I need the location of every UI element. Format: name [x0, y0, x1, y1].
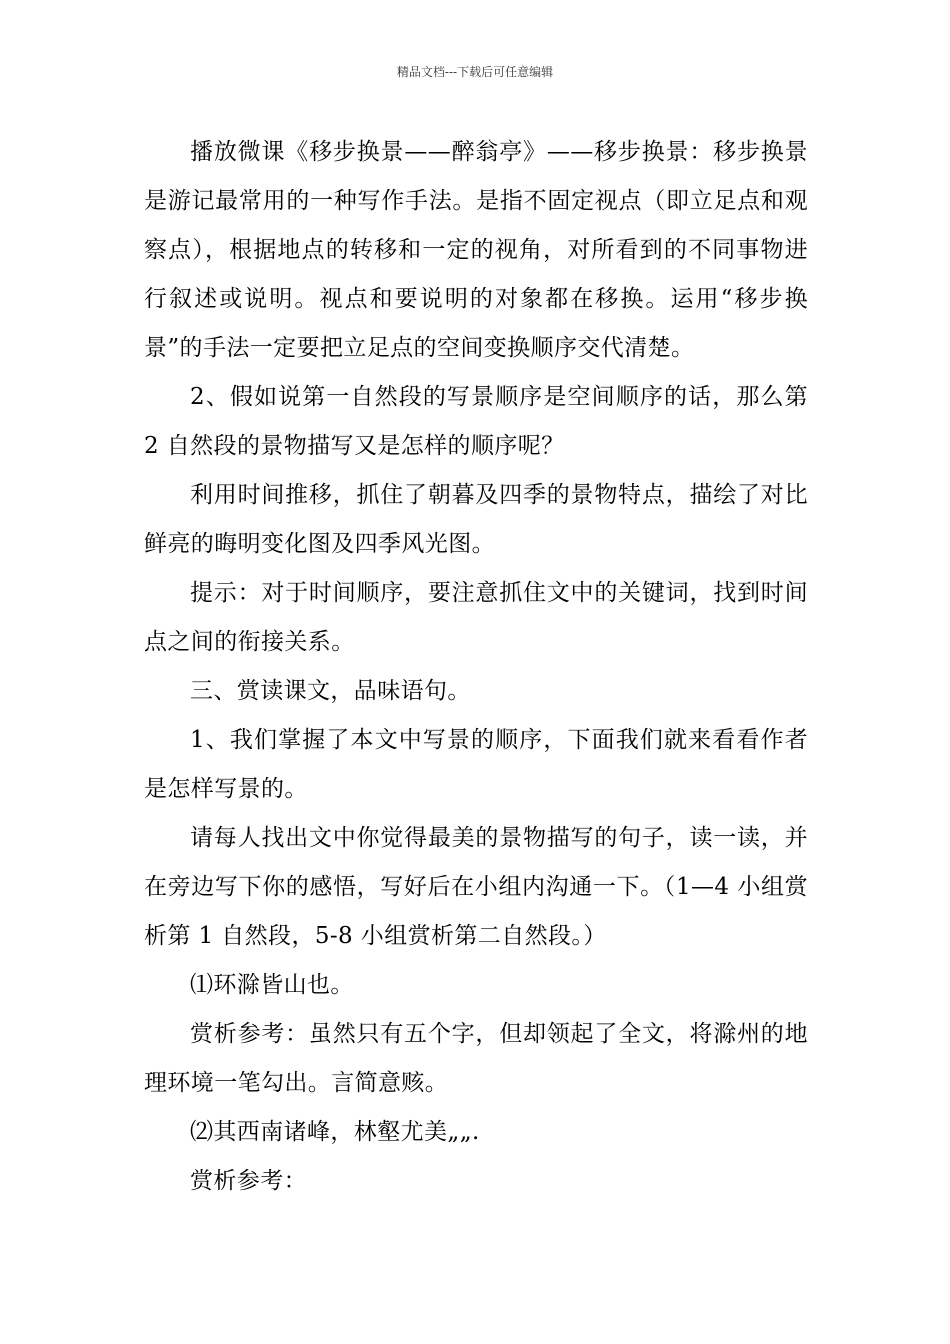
- paragraph-micro-lesson: 播放微课《移步换景——醉翁亭》——移步换景：移步换景是游记最常用的一种写作手法。是指不固定视点（即立足点和观察点），根据地点的转移和一定的视角，对所看到的不同事物进行叙述或说明。视点和要说明的对象都在移换。运用“移步换景”的手法一定要把立足点的空间变换顺序交代清楚。: [144, 139, 808, 361]
- paragraph-tip: 提示：对于时间顺序，要注意抓住文中的关键词，找到时间点之间的衔接关系。: [144, 580, 808, 655]
- paragraph-group-task: 请每人找出文中你觉得最美的景物描写的句子，读一读，并在旁边写下你的感悟，写好后在小组内沟通一下。（1—4 小组赏析第 1 自然段，5-8 小组赏析第二自然段。）: [144, 825, 808, 949]
- paragraph-question-1: 1、我们掌握了本文中写景的顺序，下面我们就来看看作者是怎样写景的。: [144, 727, 808, 802]
- page-header: 精品文档---下载后可任意编辑: [396, 65, 554, 79]
- paragraph-quote-2: ⑵其西南诸峰，林壑尤美„„.: [190, 1119, 480, 1145]
- paragraph-analysis-1: 赏析参考：虽然只有五个字，但却领起了全文，将滁州的地理环境一笔勾出。言简意赅。: [144, 1021, 808, 1096]
- paragraph-quote-1: ⑴环滁皆山也。: [190, 972, 354, 998]
- document-body: [144, 128, 808, 1206]
- paragraph-answer-time-order: 利用时间推移，抓住了朝暮及四季的景物特点，描绘了对比鲜亮的晦明变化图及四季风光图。: [144, 482, 808, 557]
- paragraph-analysis-2: 赏析参考：: [190, 1168, 307, 1194]
- section-heading-3: 三、赏读课文，品味语句。: [190, 678, 471, 704]
- paragraph-question-2: 2、假如说第一自然段的写景顺序是空间顺序的话，那么第 2 自然段的景物描写又是怎样的顺序呢？: [144, 384, 808, 459]
